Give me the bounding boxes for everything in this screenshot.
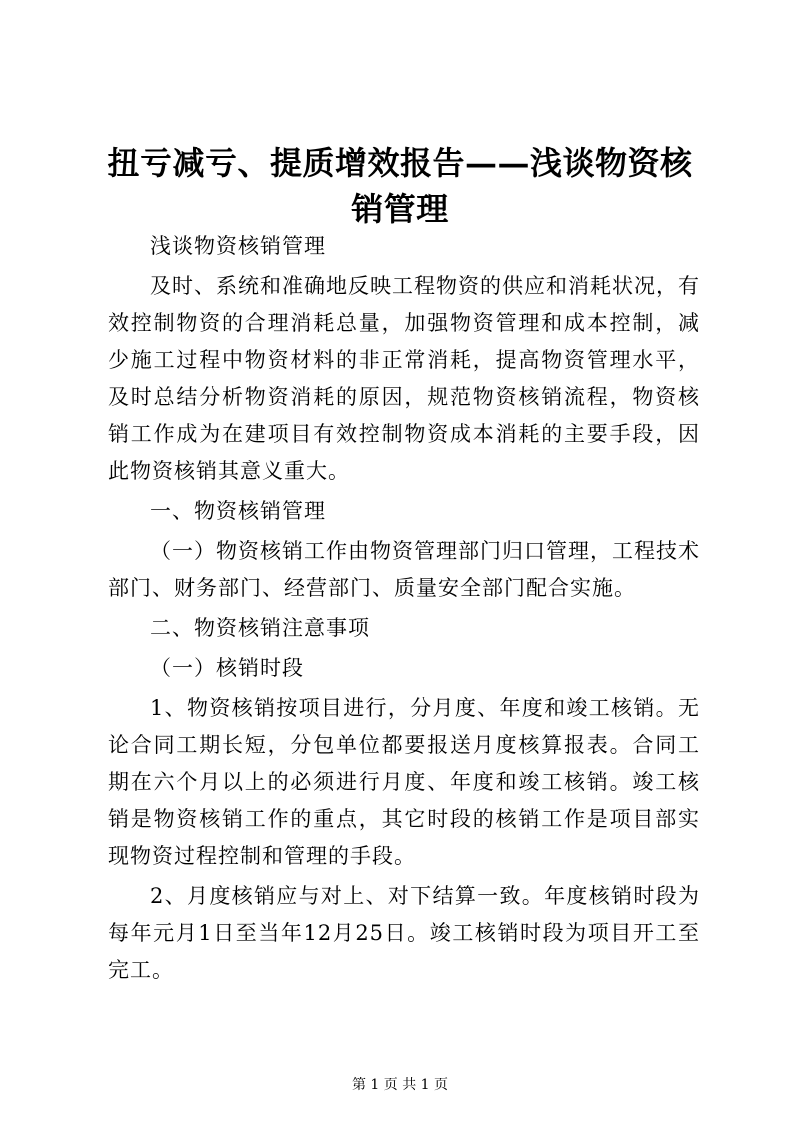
section-heading-1: 一、物资核销管理 <box>150 499 326 523</box>
paragraph-intro: 及时、系统和准确地反映工程物资的供应和消耗状况，有效控制物资的合理消耗总量，加强物资管理和成本控制，减少施工过程中物资材料的非正常消耗，提高物资管理水平，及时总结分析物资消耗的原因，规范物资核销流程，物资核销工作成为在建项目有效控制物资成本消耗的主要手段，因此物资核销其意义重大。 <box>108 274 700 483</box>
paragraph-section-1-item-1: （一）物资核销工作由物资管理部门归口管理，工程技术部门、财务部门、经营部门、质量安全部门配合实施。 <box>108 539 700 600</box>
paragraph-item-2: 2、月度核销应与对上、对下结算一致。年度核销时段为每年元月1日至当年12月25日。竣工核销时段为项目开工至完工。 <box>108 884 700 982</box>
paragraph-subtitle: 浅谈物资核销管理 <box>150 234 326 258</box>
document-body <box>108 228 700 992</box>
subsection-heading-1: （一）核销时段 <box>150 656 304 680</box>
paragraph-item-1: 1、物资核销按项目进行，分月度、年度和竣工核销。无论合同工期长短，分包单位都要报送月度核算报表。合同工期在六个月以上的必须进行月度、年度和竣工核销。竣工核销是物资核销工作的重点，其它时段的核销工作是项目部实现物资过程控制和管理的手段。 <box>108 696 700 868</box>
page-number-footer: 第 1 页 共 1 页 <box>351 1077 449 1093</box>
section-heading-2: 二、物资核销注意事项 <box>150 616 370 640</box>
document-title: 扭亏减亏、提质增效报告——浅谈物资核销管理 <box>107 144 693 228</box>
